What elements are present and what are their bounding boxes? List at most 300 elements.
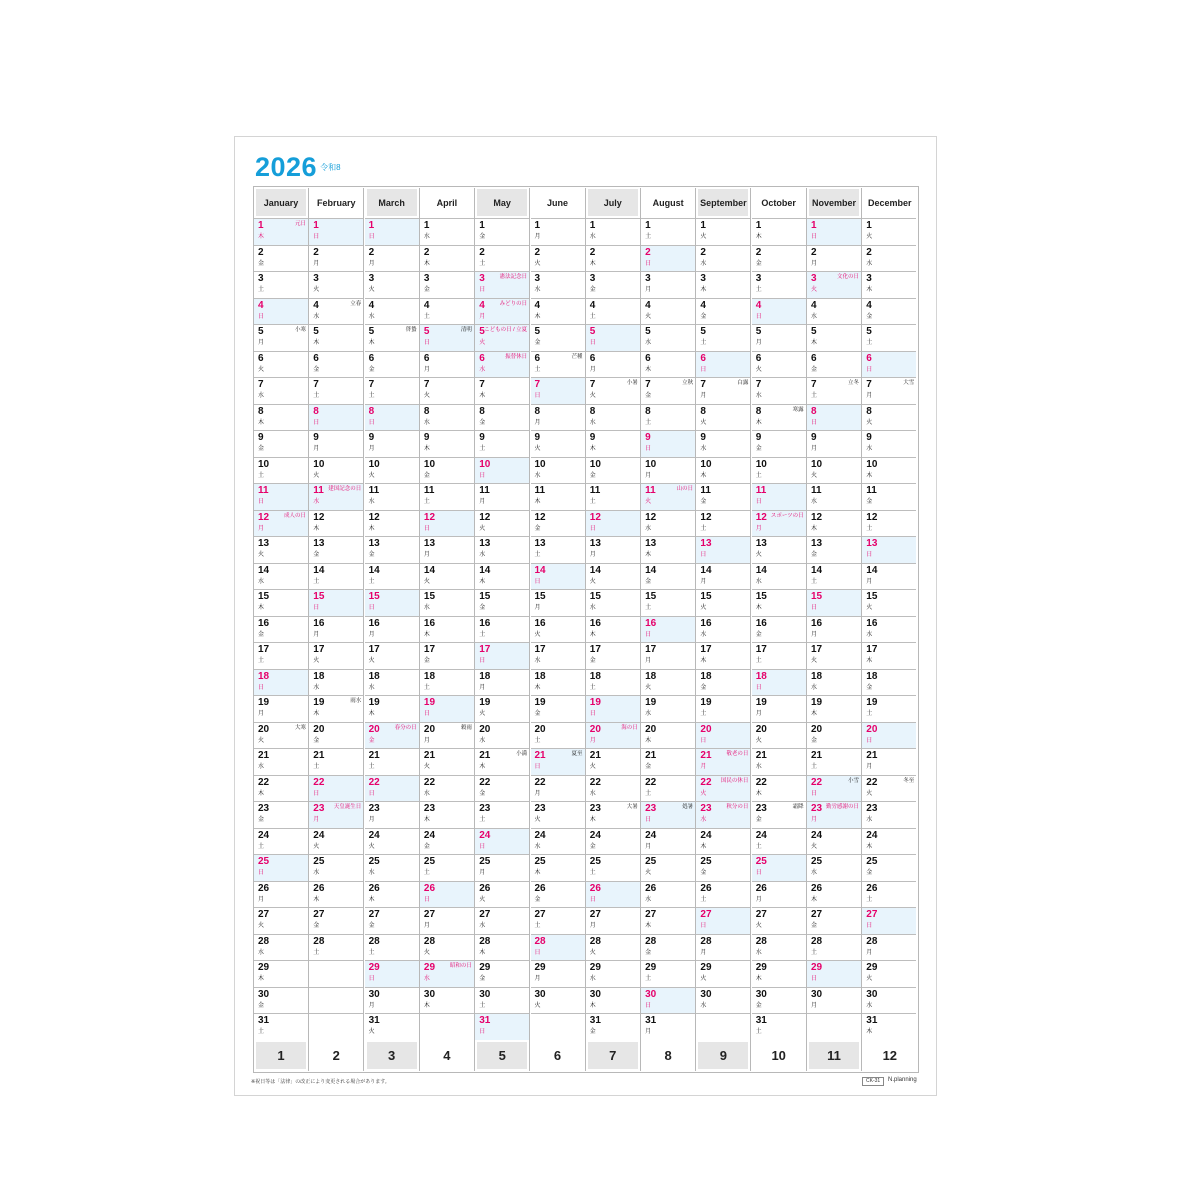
day-cell: [862, 589, 916, 616]
day-cell: [641, 298, 695, 325]
weekday-label: 火: [423, 578, 430, 585]
day-number: 6: [755, 352, 762, 364]
weekday-label: 金: [700, 870, 707, 876]
weekday-label: 水: [368, 870, 375, 876]
weekday-label: 土: [645, 605, 652, 611]
weekday-label: 火: [479, 711, 486, 717]
day-cell: [862, 298, 916, 325]
day-number: 28: [866, 935, 878, 947]
holiday-note: 文化の日: [836, 274, 859, 280]
day-number: 6: [368, 352, 375, 364]
day-cell: [807, 245, 861, 272]
weekday-label: 木: [866, 843, 873, 850]
weekday-label: 水: [755, 393, 762, 399]
day-number: 7: [866, 379, 872, 390]
weekday-label: 木: [700, 472, 707, 479]
day-number: 18: [423, 670, 436, 682]
day-number: 2: [700, 246, 706, 258]
day-cell: [365, 801, 419, 828]
day-cell: [862, 536, 916, 563]
day-cell: [752, 987, 806, 1014]
weekday-label: 火: [368, 472, 375, 479]
day-cell: [696, 934, 750, 961]
weekday-label: 日: [258, 684, 265, 691]
day-cell: [641, 245, 695, 272]
day-cell: [696, 377, 750, 404]
weekday-label: 月: [479, 870, 486, 876]
day-number: 25: [313, 856, 325, 867]
day-cell: [309, 483, 363, 510]
day-number: 27: [589, 909, 601, 920]
day-number: 12: [589, 511, 601, 523]
day-cell: [531, 881, 585, 908]
day-number: 16: [866, 617, 878, 629]
day-cell: [586, 404, 640, 431]
day-cell: [309, 377, 363, 404]
day-number: 11: [423, 485, 435, 496]
weekday-label: 月: [589, 923, 596, 929]
weekday-label: 木: [700, 287, 707, 293]
day-cell: [531, 245, 585, 272]
day-cell: [752, 430, 806, 457]
weekday-label: 土: [811, 949, 818, 956]
weekday-label: 水: [534, 658, 541, 664]
day-cell: [365, 404, 419, 431]
weekday-label: 水: [423, 605, 430, 611]
weekday-label: 木: [645, 737, 652, 744]
weekday-label: 日: [755, 684, 762, 691]
weekday-label: 土: [534, 552, 541, 558]
day-cell: [309, 669, 363, 696]
day-cell: [420, 589, 474, 616]
weekday-label: 月: [811, 1002, 818, 1009]
solar-term-note: 大寒: [294, 724, 306, 731]
weekday-label: 月: [645, 287, 652, 293]
day-cell: [475, 404, 529, 431]
day-cell: [696, 1013, 750, 1040]
weekday-label: 金: [423, 658, 430, 664]
day-number: 12: [423, 511, 436, 523]
day-number: 10: [479, 458, 491, 470]
day-cell: [475, 748, 529, 775]
month-column-august: [641, 188, 696, 1071]
weekday-label: 月: [479, 684, 486, 691]
weekday-label: 日: [258, 870, 265, 876]
day-number: 13: [811, 538, 823, 549]
day-cell: [420, 563, 474, 590]
weekday-label: 木: [866, 1029, 873, 1035]
weekday-label: 木: [589, 631, 596, 638]
weekday-label: 水: [258, 578, 265, 585]
weekday-label: 水: [534, 843, 541, 850]
weekday-label: 水: [645, 525, 652, 532]
day-number: 20: [258, 723, 270, 735]
weekday-label: 月: [811, 817, 818, 823]
day-cell: [475, 271, 529, 298]
weekday-label: 木: [589, 446, 596, 452]
day-number: 25: [645, 856, 657, 867]
day-cell: [586, 245, 640, 272]
day-number: 18: [811, 670, 823, 682]
day-number: 21: [589, 750, 601, 761]
weekday-label: 土: [534, 737, 541, 744]
weekday-label: 木: [258, 790, 265, 797]
weekday-label: 火: [700, 419, 707, 426]
day-cell: [475, 934, 529, 961]
day-cell: [309, 987, 363, 1014]
weekday-label: 金: [368, 552, 375, 558]
day-number: 5: [479, 326, 485, 337]
holiday-note: 春分の日: [394, 724, 417, 731]
day-number: 30: [811, 988, 823, 1000]
weekday-label: 水: [589, 234, 596, 240]
day-number: 10: [313, 458, 325, 470]
day-cell: [641, 589, 695, 616]
holiday-note: 建国記念の日: [328, 486, 362, 492]
weekday-label: 金: [258, 631, 265, 638]
brand-label: N.planning: [888, 1077, 917, 1083]
day-number: 27: [479, 909, 491, 920]
weekday-label: 火: [755, 366, 762, 373]
day-cell: [641, 218, 695, 245]
day-cell: [862, 457, 916, 484]
day-number: 26: [866, 882, 878, 894]
day-number: 11: [811, 485, 822, 496]
day-cell: [309, 298, 363, 325]
weekday-label: 日: [866, 737, 873, 744]
day-cell: [586, 351, 640, 378]
day-number: 22: [479, 776, 491, 788]
day-number: 16: [589, 617, 601, 629]
day-number: 27: [755, 909, 767, 920]
weekday-label: 金: [645, 949, 652, 956]
weekday-label: 火: [534, 446, 541, 452]
day-cell: [862, 748, 916, 775]
weekday-label: 金: [589, 658, 596, 664]
weekday-label: 土: [313, 393, 320, 399]
weekday-label: 金: [368, 737, 375, 744]
day-number: 25: [423, 856, 436, 867]
month-number-footer: 7: [588, 1042, 638, 1069]
day-number: 16: [368, 617, 380, 629]
day-number: 30: [755, 988, 767, 1000]
weekday-label: 木: [755, 234, 762, 240]
weekday-label: 木: [258, 976, 265, 982]
weekday-label: 日: [479, 843, 486, 850]
weekday-label: 日: [866, 923, 873, 929]
day-cell: [862, 907, 916, 934]
weekday-label: 月: [645, 658, 652, 664]
solar-term-note: 白露: [737, 380, 749, 386]
month-column-march: [365, 188, 420, 1071]
solar-term-note: 小雪: [847, 777, 859, 784]
weekday-label: 水: [866, 1002, 873, 1009]
weekday-label: 月: [368, 260, 375, 267]
weekday-label: 土: [700, 896, 707, 903]
day-number: 10: [866, 458, 878, 470]
day-cell: [420, 828, 474, 855]
weekday-label: 土: [479, 446, 486, 452]
day-number: 4: [534, 299, 541, 311]
day-cell: [475, 510, 529, 537]
day-cell: [807, 430, 861, 457]
day-number: 2: [811, 246, 817, 258]
day-cell: [365, 775, 419, 802]
day-number: 26: [645, 882, 657, 894]
weekday-label: 月: [258, 525, 265, 532]
weekday-label: 木: [755, 419, 762, 426]
weekday-label: 金: [811, 737, 818, 744]
day-number: 19: [368, 697, 380, 708]
weekday-label: 土: [313, 949, 320, 956]
day-number: 1: [866, 220, 872, 231]
day-cell: [309, 457, 363, 484]
weekday-label: 土: [368, 578, 375, 585]
day-cell: [586, 1013, 640, 1040]
day-cell: [807, 854, 861, 881]
day-number: 23: [368, 803, 380, 814]
day-number: 5: [534, 326, 541, 337]
weekday-label: 金: [866, 313, 873, 320]
day-number: 18: [755, 670, 767, 682]
month-column-may: [475, 188, 530, 1071]
solar-term-note: 大暑: [626, 804, 638, 810]
day-number: 8: [700, 405, 706, 417]
day-number: 19: [645, 697, 657, 708]
day-number: 17: [258, 644, 270, 655]
day-cell: [254, 324, 308, 351]
month-number-footer: 4: [443, 1048, 451, 1063]
day-number: 4: [258, 299, 264, 311]
weekday-label: 日: [811, 605, 818, 611]
day-cell: [696, 987, 750, 1014]
day-number: 15: [479, 591, 491, 602]
weekday-label: 土: [700, 711, 707, 717]
day-number: 14: [258, 564, 270, 576]
month-number-footer: 6: [553, 1048, 562, 1063]
holiday-note: 憲法記念日: [499, 274, 528, 280]
day-cell: [309, 1013, 363, 1040]
weekday-label: 月: [755, 711, 762, 717]
weekday-label: 日: [423, 525, 430, 532]
weekday-label: 水: [423, 790, 430, 797]
day-number: 15: [645, 591, 657, 602]
month-column-april: [420, 188, 475, 1071]
weekday-label: 木: [423, 631, 430, 638]
weekday-label: 土: [479, 260, 486, 267]
day-cell: [696, 351, 750, 378]
day-cell: [641, 351, 695, 378]
day-number: 2: [755, 246, 762, 258]
day-cell: [862, 430, 916, 457]
weekday-label: 水: [755, 949, 762, 956]
day-number: 29: [589, 962, 601, 973]
day-number: 16: [534, 617, 546, 629]
weekday-label: 土: [700, 525, 707, 532]
day-cell: [807, 536, 861, 563]
year-label: 2026: [255, 152, 318, 182]
weekday-label: 月: [368, 446, 375, 452]
day-cell: [420, 218, 474, 245]
weekday-label: 日: [589, 711, 596, 717]
calendar-grid: [253, 186, 919, 1073]
weekday-label: 月: [700, 949, 707, 956]
weekday-label: 日: [811, 419, 818, 426]
weekday-label: 月: [866, 393, 873, 399]
day-cell: [420, 616, 474, 643]
day-number: 18: [589, 670, 601, 682]
day-number: 18: [534, 670, 546, 682]
day-cell: [531, 510, 585, 537]
day-cell: [586, 324, 640, 351]
month-number-footer: 1: [256, 1042, 306, 1069]
day-cell: [420, 960, 474, 987]
day-cell: [696, 801, 750, 828]
weekday-label: 火: [479, 525, 486, 532]
day-number: 13: [423, 538, 436, 549]
day-number: 8: [866, 405, 872, 417]
day-number: 10: [755, 458, 767, 470]
weekday-label: 水: [589, 605, 596, 611]
day-cell: [475, 563, 529, 590]
weekday-label: 火: [700, 790, 707, 797]
weekday-label: 木: [313, 896, 320, 903]
day-number: 20: [700, 723, 712, 735]
day-number: 20: [811, 723, 823, 735]
weekday-label: 火: [811, 843, 818, 850]
day-number: 25: [368, 856, 380, 867]
weekday-label: 木: [258, 234, 265, 240]
day-cell: [696, 483, 750, 510]
day-number: 21: [700, 750, 712, 761]
day-cell: [254, 377, 308, 404]
day-number: 21: [423, 750, 436, 761]
day-number: 28: [700, 935, 712, 947]
day-cell: [641, 748, 695, 775]
day-number: 14: [700, 564, 712, 576]
day-cell: [641, 483, 695, 510]
weekday-label: 木: [368, 896, 375, 903]
day-number: 22: [866, 776, 878, 788]
footnote: ※祝日等は「法律」の改正により変更される場合があります。: [251, 1079, 390, 1085]
day-number: 12: [700, 511, 712, 523]
weekday-label: 土: [423, 684, 430, 691]
day-cell: [254, 669, 308, 696]
weekday-label: 木: [368, 711, 375, 717]
day-number: 20: [423, 723, 436, 735]
weekday-label: 金: [589, 843, 596, 850]
day-cell: [641, 642, 695, 669]
weekday-label: 金: [755, 1002, 762, 1009]
weekday-label: 水: [534, 472, 541, 479]
day-number: 16: [479, 617, 491, 629]
day-cell: [696, 695, 750, 722]
weekday-label: 水: [368, 313, 375, 320]
weekday-label: 木: [811, 525, 818, 532]
weekday-label: 月: [645, 843, 652, 850]
day-number: 28: [589, 935, 601, 947]
day-number: 24: [479, 829, 491, 841]
weekday-label: 水: [534, 287, 541, 293]
day-cell: [586, 218, 640, 245]
day-cell: [531, 404, 585, 431]
day-number: 12: [258, 511, 270, 523]
weekday-label: 水: [866, 260, 873, 267]
month-number-footer: 10: [771, 1048, 786, 1063]
day-cell: [420, 722, 474, 749]
day-cell: [641, 854, 695, 881]
day-number: 15: [258, 591, 270, 602]
weekday-label: 水: [811, 313, 818, 320]
weekday-label: 水: [866, 446, 873, 452]
weekday-label: 金: [755, 446, 762, 452]
day-cell: [531, 324, 585, 351]
day-cell: [696, 245, 750, 272]
day-number: 8: [479, 405, 485, 417]
day-cell: [807, 695, 861, 722]
day-cell: [420, 510, 474, 537]
weekday-label: 木: [423, 817, 430, 823]
weekday-label: 日: [645, 631, 652, 638]
day-number: 21: [368, 750, 380, 761]
day-cell: [696, 563, 750, 590]
day-cell: [696, 536, 750, 563]
day-number: 26: [479, 882, 491, 894]
day-number: 1: [589, 220, 596, 231]
day-number: 4: [479, 299, 485, 311]
day-number: 3: [755, 273, 762, 284]
weekday-label: 土: [258, 472, 265, 479]
day-number: 16: [811, 617, 823, 629]
day-number: 14: [589, 564, 601, 576]
month-header: September: [698, 189, 748, 216]
day-cell: [641, 907, 695, 934]
day-number: 6: [700, 352, 706, 364]
weekday-label: 金: [423, 472, 430, 479]
day-number: 10: [645, 458, 657, 470]
weekday-label: 火: [866, 605, 873, 611]
day-number: 15: [700, 591, 712, 602]
day-number: 12: [866, 511, 878, 523]
day-cell: [586, 563, 640, 590]
day-cell: [641, 430, 695, 457]
weekday-label: 水: [589, 790, 596, 797]
day-cell: [641, 536, 695, 563]
weekday-label: 月: [755, 896, 762, 903]
weekday-label: 木: [534, 499, 541, 505]
day-number: 28: [313, 935, 325, 947]
day-number: 20: [645, 723, 657, 735]
day-cell: [365, 457, 419, 484]
day-cell: [475, 377, 529, 404]
day-cell: [365, 881, 419, 908]
day-number: 21: [645, 750, 657, 761]
day-number: 9: [866, 432, 872, 443]
day-number: 1: [313, 220, 319, 231]
day-number: 19: [755, 697, 767, 708]
weekday-label: 火: [755, 552, 762, 558]
day-cell: [475, 695, 529, 722]
day-number: 14: [479, 564, 491, 576]
weekday-label: 金: [258, 817, 265, 823]
day-cell: [309, 801, 363, 828]
day-number: 19: [258, 697, 270, 708]
day-number: 19: [479, 697, 491, 708]
weekday-label: 土: [479, 631, 486, 638]
day-number: 20: [534, 723, 546, 735]
day-number: 5: [423, 326, 430, 337]
weekday-label: 金: [811, 923, 818, 929]
